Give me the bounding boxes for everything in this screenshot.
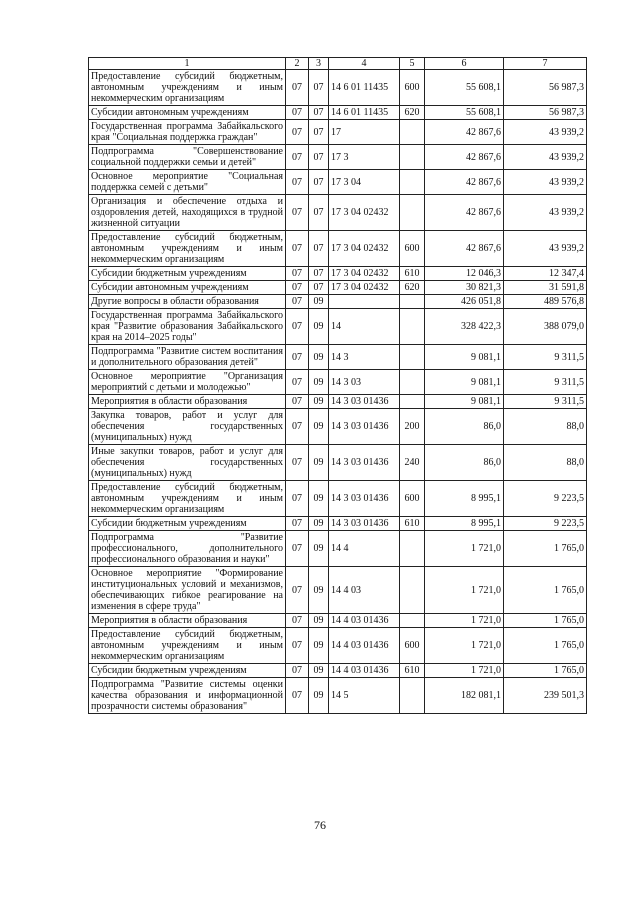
amount-year-1: 30 821,3 (425, 281, 504, 295)
subsection-code: 09 (309, 445, 329, 481)
column-header: 3 (309, 58, 329, 70)
subsection-code: 07 (309, 195, 329, 231)
row-name: Предоставление субсидий бюджетным, автономным учреждениям и иным некоммерческим организациям (89, 231, 286, 267)
expense-type-code: 610 (400, 664, 425, 678)
table-row (89, 345, 587, 370)
target-article-code: 14 3 03 01436 (329, 445, 400, 481)
expense-type-code (400, 614, 425, 628)
amount-year-1: 42 867,6 (425, 170, 504, 195)
row-name: Государственная программа Забайкальского края "Развитие образования Забайкальского края на 2014–2025 годы" (89, 309, 286, 345)
table-row (89, 517, 587, 531)
expense-type-code (400, 309, 425, 345)
table-row (89, 445, 587, 481)
amount-year-1: 9 081,1 (425, 345, 504, 370)
expense-type-code (400, 295, 425, 309)
table-row (89, 531, 587, 567)
column-header: 6 (425, 58, 504, 70)
target-article-code: 14 6 01 11435 (329, 70, 400, 106)
subsection-code: 07 (309, 120, 329, 145)
target-article-code: 17 3 04 (329, 170, 400, 195)
row-name: Другие вопросы в области образования (89, 295, 286, 309)
table-row (89, 678, 587, 714)
section-code: 07 (286, 531, 309, 567)
amount-year-1: 328 422,3 (425, 309, 504, 345)
row-name: Государственная программа Забайкальского края "Социальная поддержка граждан" (89, 120, 286, 145)
subsection-code: 09 (309, 309, 329, 345)
table-row (89, 195, 587, 231)
amount-year-2: 88,0 (504, 409, 587, 445)
amount-year-1: 8 995,1 (425, 481, 504, 517)
table-row (89, 267, 587, 281)
amount-year-1: 426 051,8 (425, 295, 504, 309)
expense-type-code (400, 678, 425, 714)
amount-year-1: 1 721,0 (425, 614, 504, 628)
expense-type-code: 600 (400, 231, 425, 267)
section-code: 07 (286, 481, 309, 517)
expense-type-code: 600 (400, 481, 425, 517)
target-article-code: 17 (329, 120, 400, 145)
amount-year-1: 8 995,1 (425, 517, 504, 531)
target-article-code: 14 4 (329, 531, 400, 567)
amount-year-2: 1 765,0 (504, 664, 587, 678)
section-code: 07 (286, 231, 309, 267)
row-name: Подпрограмма "Развитие профессионального, дополнительного профессионального образования и науки" (89, 531, 286, 567)
row-name: Мероприятия в области образования (89, 395, 286, 409)
amount-year-1: 86,0 (425, 409, 504, 445)
subsection-code: 09 (309, 409, 329, 445)
budget-table (88, 57, 587, 714)
amount-year-2: 56 987,3 (504, 106, 587, 120)
row-name: Субсидии бюджетным учреждениям (89, 517, 286, 531)
subsection-code: 09 (309, 345, 329, 370)
table-row (89, 395, 587, 409)
target-article-code: 14 4 03 01436 (329, 664, 400, 678)
amount-year-2: 489 576,8 (504, 295, 587, 309)
table-row (89, 409, 587, 445)
target-article-code: 14 3 03 01436 (329, 481, 400, 517)
target-article-code: 14 3 03 01436 (329, 395, 400, 409)
amount-year-2: 56 987,3 (504, 70, 587, 106)
section-code: 07 (286, 628, 309, 664)
expense-type-code: 620 (400, 106, 425, 120)
amount-year-2: 9 223,5 (504, 517, 587, 531)
table-row (89, 567, 587, 614)
amount-year-1: 182 081,1 (425, 678, 504, 714)
target-article-code: 14 6 01 11435 (329, 106, 400, 120)
amount-year-1: 55 608,1 (425, 106, 504, 120)
amount-year-1: 1 721,0 (425, 628, 504, 664)
expense-type-code (400, 567, 425, 614)
subsection-code: 07 (309, 106, 329, 120)
amount-year-2: 1 765,0 (504, 628, 587, 664)
section-code: 07 (286, 678, 309, 714)
subsection-code: 09 (309, 531, 329, 567)
table-row (89, 145, 587, 170)
amount-year-2: 43 939,2 (504, 195, 587, 231)
expense-type-code (400, 195, 425, 231)
table-row (89, 309, 587, 345)
expense-type-code (400, 120, 425, 145)
section-code: 07 (286, 664, 309, 678)
expense-type-code: 610 (400, 517, 425, 531)
section-code: 07 (286, 517, 309, 531)
table-row (89, 370, 587, 395)
row-name: Предоставление субсидий бюджетным, автономным учреждениям и иным некоммерческим организациям (89, 70, 286, 106)
page-number: 76 (314, 818, 326, 832)
amount-year-1: 42 867,6 (425, 231, 504, 267)
row-name: Подпрограмма "Развитие системы оценки качества образования и информационной прозрачности системы образования" (89, 678, 286, 714)
expense-type-code: 600 (400, 70, 425, 106)
target-article-code: 14 4 03 01436 (329, 614, 400, 628)
amount-year-2: 388 079,0 (504, 309, 587, 345)
section-code: 07 (286, 445, 309, 481)
column-header: 2 (286, 58, 309, 70)
expense-type-code (400, 345, 425, 370)
section-code: 07 (286, 145, 309, 170)
section-code: 07 (286, 370, 309, 395)
target-article-code: 14 (329, 309, 400, 345)
row-name: Субсидии бюджетным учреждениям (89, 267, 286, 281)
table-row (89, 628, 587, 664)
table-row (89, 70, 587, 106)
subsection-code: 09 (309, 614, 329, 628)
amount-year-2: 12 347,4 (504, 267, 587, 281)
amount-year-2: 1 765,0 (504, 531, 587, 567)
table-row (89, 481, 587, 517)
expense-type-code: 620 (400, 281, 425, 295)
expense-type-code: 610 (400, 267, 425, 281)
amount-year-2: 43 939,2 (504, 231, 587, 267)
expense-type-code (400, 531, 425, 567)
section-code: 07 (286, 195, 309, 231)
section-code: 07 (286, 267, 309, 281)
amount-year-1: 1 721,0 (425, 531, 504, 567)
row-name: Закупка товаров, работ и услуг для обеспечения государственных (муниципальных) нужд (89, 409, 286, 445)
column-header: 1 (89, 58, 286, 70)
table-row (89, 170, 587, 195)
expense-type-code (400, 395, 425, 409)
subsection-code: 07 (309, 267, 329, 281)
section-code: 07 (286, 345, 309, 370)
amount-year-1: 86,0 (425, 445, 504, 481)
subsection-code: 07 (309, 145, 329, 170)
amount-year-1: 9 081,1 (425, 370, 504, 395)
target-article-code: 14 4 03 (329, 567, 400, 614)
amount-year-2: 9 223,5 (504, 481, 587, 517)
subsection-code: 09 (309, 481, 329, 517)
row-name: Предоставление субсидий бюджетным, автономным учреждениям и иным некоммерческим организациям (89, 628, 286, 664)
amount-year-1: 1 721,0 (425, 567, 504, 614)
table-row (89, 106, 587, 120)
amount-year-1: 12 046,3 (425, 267, 504, 281)
target-article-code: 17 3 04 02432 (329, 281, 400, 295)
amount-year-2: 9 311,5 (504, 370, 587, 395)
subsection-code: 07 (309, 281, 329, 295)
subsection-code: 07 (309, 70, 329, 106)
expense-type-code: 240 (400, 445, 425, 481)
table-row (89, 295, 587, 309)
amount-year-2: 9 311,5 (504, 345, 587, 370)
amount-year-1: 42 867,6 (425, 195, 504, 231)
subsection-code: 07 (309, 170, 329, 195)
target-article-code: 14 3 03 01436 (329, 409, 400, 445)
section-code: 07 (286, 70, 309, 106)
row-name: Подпрограмма "Развитие систем воспитания и дополнительного образования детей" (89, 345, 286, 370)
amount-year-1: 55 608,1 (425, 70, 504, 106)
target-article-code: 17 3 04 02432 (329, 267, 400, 281)
target-article-code (329, 295, 400, 309)
amount-year-2: 43 939,2 (504, 120, 587, 145)
amount-year-2: 1 765,0 (504, 567, 587, 614)
subsection-code: 09 (309, 567, 329, 614)
amount-year-2: 9 311,5 (504, 395, 587, 409)
target-article-code: 14 3 03 (329, 370, 400, 395)
table-row (89, 664, 587, 678)
target-article-code: 17 3 04 02432 (329, 195, 400, 231)
amount-year-1: 42 867,6 (425, 120, 504, 145)
subsection-code: 09 (309, 295, 329, 309)
amount-year-1: 1 721,0 (425, 664, 504, 678)
row-name: Мероприятия в области образования (89, 614, 286, 628)
row-name: Субсидии бюджетным учреждениям (89, 664, 286, 678)
target-article-code: 14 3 (329, 345, 400, 370)
row-name: Основное мероприятие "Социальная поддержка семей с детьми" (89, 170, 286, 195)
section-code: 07 (286, 567, 309, 614)
subsection-code: 09 (309, 370, 329, 395)
row-name: Субсидии автономным учреждениям (89, 281, 286, 295)
column-header: 5 (400, 58, 425, 70)
table-row (89, 614, 587, 628)
amount-year-1: 9 081,1 (425, 395, 504, 409)
subsection-code: 09 (309, 517, 329, 531)
expense-type-code: 200 (400, 409, 425, 445)
section-code: 07 (286, 614, 309, 628)
expense-type-code (400, 170, 425, 195)
row-name: Субсидии автономным учреждениям (89, 106, 286, 120)
row-name: Подпрограмма "Совершенствование социальной поддержки семьи и детей" (89, 145, 286, 170)
column-header: 7 (504, 58, 587, 70)
subsection-code: 09 (309, 628, 329, 664)
table-row (89, 281, 587, 295)
section-code: 07 (286, 395, 309, 409)
section-code: 07 (286, 309, 309, 345)
expense-type-code: 600 (400, 628, 425, 664)
section-code: 07 (286, 295, 309, 309)
target-article-code: 14 5 (329, 678, 400, 714)
column-header: 4 (329, 58, 400, 70)
row-name: Иные закупки товаров, работ и услуг для обеспечения государственных (муниципальных) нужд (89, 445, 286, 481)
section-code: 07 (286, 170, 309, 195)
amount-year-2: 31 591,8 (504, 281, 587, 295)
amount-year-1: 42 867,6 (425, 145, 504, 170)
expense-type-code (400, 145, 425, 170)
subsection-code: 07 (309, 231, 329, 267)
target-article-code: 14 3 03 01436 (329, 517, 400, 531)
section-code: 07 (286, 120, 309, 145)
row-name: Основное мероприятие "Организация мероприятий с детьми и молодежью" (89, 370, 286, 395)
subsection-code: 09 (309, 395, 329, 409)
amount-year-2: 88,0 (504, 445, 587, 481)
amount-year-2: 43 939,2 (504, 145, 587, 170)
section-code: 07 (286, 281, 309, 295)
table-row (89, 231, 587, 267)
section-code: 07 (286, 409, 309, 445)
section-code: 07 (286, 106, 309, 120)
amount-year-2: 239 501,3 (504, 678, 587, 714)
table-header-row (89, 58, 587, 70)
subsection-code: 09 (309, 678, 329, 714)
target-article-code: 14 4 03 01436 (329, 628, 400, 664)
row-name: Предоставление субсидий бюджетным, автономным учреждениям и иным некоммерческим организациям (89, 481, 286, 517)
table-row (89, 120, 587, 145)
row-name: Организация и обеспечение отдыха и оздоровления детей, находящихся в трудной жизненной ситуации (89, 195, 286, 231)
amount-year-2: 1 765,0 (504, 614, 587, 628)
subsection-code: 09 (309, 664, 329, 678)
amount-year-2: 43 939,2 (504, 170, 587, 195)
expense-type-code (400, 370, 425, 395)
target-article-code: 17 3 (329, 145, 400, 170)
row-name: Основное мероприятие "Формирование институциональных условий и механизмов, обеспечивающих гибкое реагирование на изменения в сфере труда" (89, 567, 286, 614)
target-article-code: 17 3 04 02432 (329, 231, 400, 267)
